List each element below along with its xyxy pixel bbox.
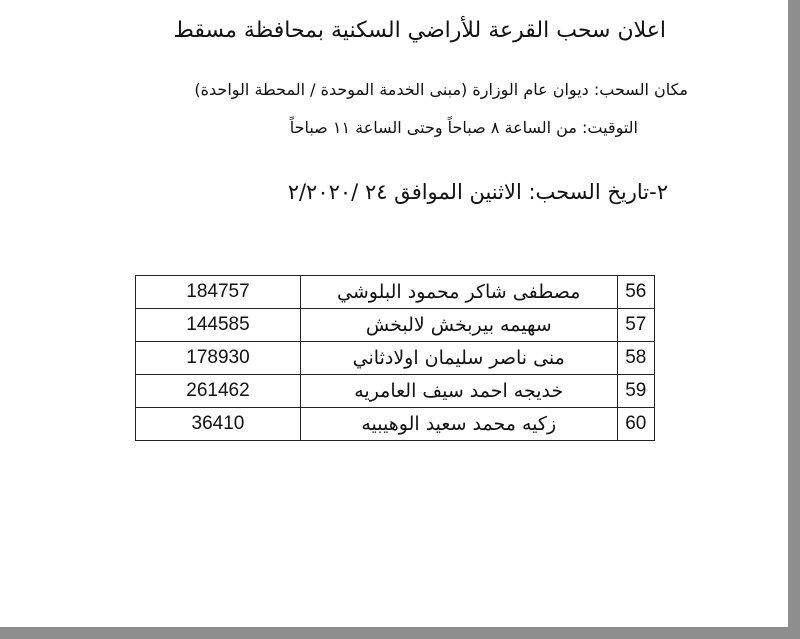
scan-edge-right	[788, 0, 800, 639]
table-row	[136, 309, 655, 342]
applicant-code: 144585	[136, 309, 301, 342]
row-number: 56	[617, 276, 654, 309]
table-row	[136, 408, 655, 441]
applicant-code: 36410	[136, 408, 301, 441]
applicant-name: خديجه احمد سيف العامريه	[300, 375, 617, 408]
draw-venue: مكان السحب: ديوان عام الوزارة (مبنى الخدمة الموحدة / المحطة الواحدة)	[194, 80, 688, 99]
applicant-name: زكيه محمد سعيد الوهيبيه	[300, 408, 617, 441]
scan-edge-bottom	[0, 627, 800, 639]
table-row	[136, 375, 655, 408]
applicant-name: سهيمه بيربخش لالبخش	[300, 309, 617, 342]
row-number: 57	[617, 309, 654, 342]
applicant-code: 178930	[136, 342, 301, 375]
applicant-code: 184757	[136, 276, 301, 309]
row-number: 60	[617, 408, 654, 441]
row-number: 59	[617, 375, 654, 408]
applicant-code: 261462	[136, 375, 301, 408]
announcement-title: اعلان سحب القرعة للأراضي السكنية بمحافظة مسقط	[173, 18, 666, 43]
applicant-name: مصطفى شاكر محمود البلوشي	[300, 276, 617, 309]
draw-timing: التوقيت: من الساعة ٨ صباحاً وحتى الساعة ١١ صباحاً	[289, 118, 638, 137]
applicants-table	[135, 275, 655, 441]
row-number: 58	[617, 342, 654, 375]
table-row	[136, 276, 655, 309]
applicant-name: منى ناصر سليمان اولادثاني	[300, 342, 617, 375]
table-row	[136, 342, 655, 375]
draw-date: ٢-تاريخ السحب: الاثنين الموافق ٢٤ /٢/٢٠٢٠	[287, 180, 668, 204]
